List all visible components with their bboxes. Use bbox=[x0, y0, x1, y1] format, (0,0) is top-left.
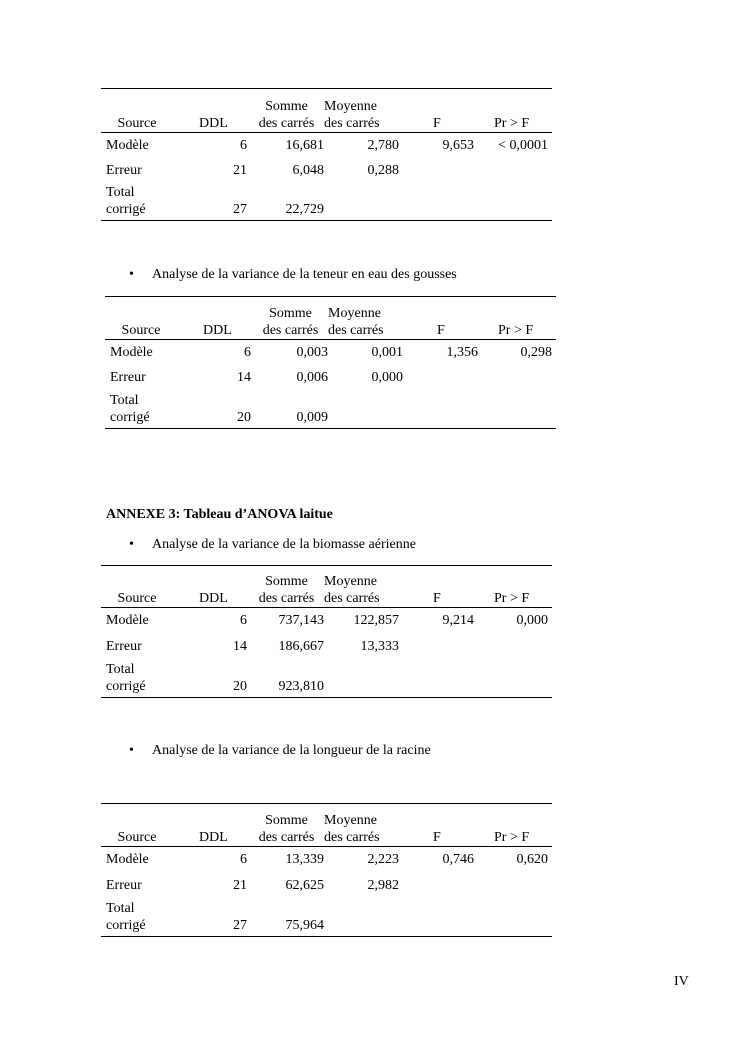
cell-ddl: 14 bbox=[233, 638, 247, 654]
header-source: Source bbox=[101, 115, 173, 133]
cell-sc: 737,143 bbox=[278, 613, 324, 629]
section-title-text: Analyse de la variance de la biomasse aérienne bbox=[152, 537, 416, 552]
table-row bbox=[101, 608, 552, 634]
table-row bbox=[101, 158, 552, 183]
header-ddl: DDL bbox=[173, 829, 249, 847]
cell-mc: 0,000 bbox=[371, 369, 403, 385]
header-moyenne: Moyenne bbox=[328, 297, 403, 322]
table-row bbox=[105, 340, 556, 365]
cell-pr: 0,298 bbox=[520, 344, 552, 360]
cell-mc: 13,333 bbox=[360, 638, 399, 654]
header-moyenne-2: des carrés bbox=[328, 322, 403, 340]
table-row bbox=[101, 634, 552, 659]
cell-ddl: 6 bbox=[240, 613, 247, 629]
table-row bbox=[101, 133, 552, 158]
header-moyenne: Moyenne bbox=[324, 566, 399, 590]
cell-sc: 186,667 bbox=[278, 638, 324, 654]
header-pr: Pr > F bbox=[474, 829, 552, 847]
cell-ddl: 21 bbox=[233, 877, 247, 893]
section-title-racine bbox=[129, 742, 529, 760]
cell-source: Erreur bbox=[110, 369, 146, 385]
table-row bbox=[105, 390, 556, 429]
table-row bbox=[101, 898, 552, 937]
header-pr: Pr > F bbox=[474, 115, 552, 133]
header-somme: Somme bbox=[249, 566, 324, 590]
cell-source: Erreur bbox=[106, 638, 142, 654]
cell-source: Modèle bbox=[106, 852, 149, 868]
header-f: F bbox=[399, 590, 474, 608]
bullet-icon: • bbox=[129, 537, 134, 552]
cell-f: 9,214 bbox=[442, 613, 474, 629]
cell-sc: 6,048 bbox=[292, 162, 324, 178]
section-title-teneur bbox=[129, 266, 529, 284]
header-ddl: DDL bbox=[173, 590, 249, 608]
header-somme: Somme bbox=[249, 89, 324, 115]
cell-sc: 0,003 bbox=[296, 344, 328, 360]
bullet-icon: • bbox=[129, 743, 134, 758]
header-ddl: DDL bbox=[177, 322, 253, 340]
cell-sc: 62,625 bbox=[285, 877, 324, 893]
anova-table-2 bbox=[105, 296, 556, 429]
cell-source: Total corrigé bbox=[101, 659, 173, 698]
table-row bbox=[101, 659, 552, 698]
header-pr: Pr > F bbox=[478, 322, 556, 340]
header-somme-2: des carrés bbox=[249, 590, 324, 608]
header-somme: Somme bbox=[253, 297, 328, 322]
header-moyenne-2: des carrés bbox=[324, 115, 399, 133]
cell-mc: 122,857 bbox=[353, 613, 399, 629]
cell-pr: 0,000 bbox=[516, 613, 548, 629]
header-somme: Somme bbox=[249, 804, 324, 829]
header-moyenne-2: des carrés bbox=[324, 590, 399, 608]
cell-sc: 0,006 bbox=[296, 369, 328, 385]
header-moyenne: Moyenne bbox=[324, 804, 399, 829]
cell-ddl: 6 bbox=[240, 852, 247, 868]
header-source: Source bbox=[101, 829, 173, 847]
cell-sc: 16,681 bbox=[285, 137, 324, 153]
cell-source: Modèle bbox=[106, 137, 149, 153]
cell-sc: 0,009 bbox=[253, 390, 328, 429]
cell-source: Modèle bbox=[110, 344, 153, 360]
cell-sc: 22,729 bbox=[249, 183, 324, 221]
cell-ddl: 14 bbox=[237, 369, 251, 385]
cell-f: 1,356 bbox=[446, 344, 478, 360]
cell-f: 0,746 bbox=[442, 852, 474, 868]
cell-source: Total corrigé bbox=[101, 183, 173, 221]
header-f: F bbox=[399, 115, 474, 133]
bullet-icon: • bbox=[129, 267, 134, 282]
cell-source: Total corrigé bbox=[105, 390, 177, 429]
cell-pr: < 0,0001 bbox=[498, 137, 548, 153]
cell-ddl: 6 bbox=[240, 137, 247, 153]
section-title-text: Analyse de la variance de la teneur en eau des gousses bbox=[152, 267, 457, 282]
header-pr: Pr > F bbox=[474, 590, 552, 608]
cell-mc: 2,982 bbox=[367, 877, 399, 893]
cell-sc: 13,339 bbox=[285, 852, 324, 868]
header-moyenne: Moyenne bbox=[324, 89, 399, 115]
header-f: F bbox=[403, 322, 478, 340]
cell-ddl: 27 bbox=[173, 898, 249, 937]
cell-ddl: 20 bbox=[173, 659, 249, 698]
section-title-biomasse bbox=[129, 536, 529, 554]
table-row bbox=[101, 183, 552, 221]
header-somme-2: des carrés bbox=[249, 115, 324, 133]
header-ddl: DDL bbox=[173, 115, 249, 133]
cell-source: Erreur bbox=[106, 877, 142, 893]
anova-table-3 bbox=[101, 565, 552, 698]
header-source: Source bbox=[105, 322, 177, 340]
cell-sc: 923,810 bbox=[249, 659, 324, 698]
header-f: F bbox=[399, 829, 474, 847]
cell-mc: 2,780 bbox=[367, 137, 399, 153]
table-row bbox=[101, 873, 552, 898]
anova-table-1 bbox=[101, 88, 552, 221]
cell-ddl: 21 bbox=[233, 162, 247, 178]
header-somme-2: des carrés bbox=[249, 829, 324, 847]
cell-mc: 0,288 bbox=[367, 162, 399, 178]
page-number: IV bbox=[674, 974, 689, 989]
cell-f: 9,653 bbox=[442, 137, 474, 153]
table-row bbox=[105, 365, 556, 390]
cell-mc: 0,001 bbox=[371, 344, 403, 360]
header-source: Source bbox=[101, 590, 173, 608]
table-row bbox=[101, 847, 552, 873]
annexe-heading: ANNEXE 3: Tableau d’ANOVA laitue bbox=[106, 507, 333, 522]
cell-mc: 2,223 bbox=[367, 852, 399, 868]
header-somme-2: des carrés bbox=[253, 322, 328, 340]
section-title-text: Analyse de la variance de la longueur de la racine bbox=[152, 743, 431, 758]
cell-source: Modèle bbox=[106, 613, 149, 629]
cell-sc: 75,964 bbox=[249, 898, 324, 937]
cell-ddl: 27 bbox=[173, 183, 249, 221]
cell-source: Total corrigé bbox=[101, 898, 173, 937]
header-moyenne-2: des carrés bbox=[324, 829, 399, 847]
cell-pr: 0,620 bbox=[516, 852, 548, 868]
anova-table-4 bbox=[101, 803, 552, 937]
cell-ddl: 6 bbox=[244, 344, 251, 360]
cell-source: Erreur bbox=[106, 162, 142, 178]
cell-ddl: 20 bbox=[177, 390, 253, 429]
